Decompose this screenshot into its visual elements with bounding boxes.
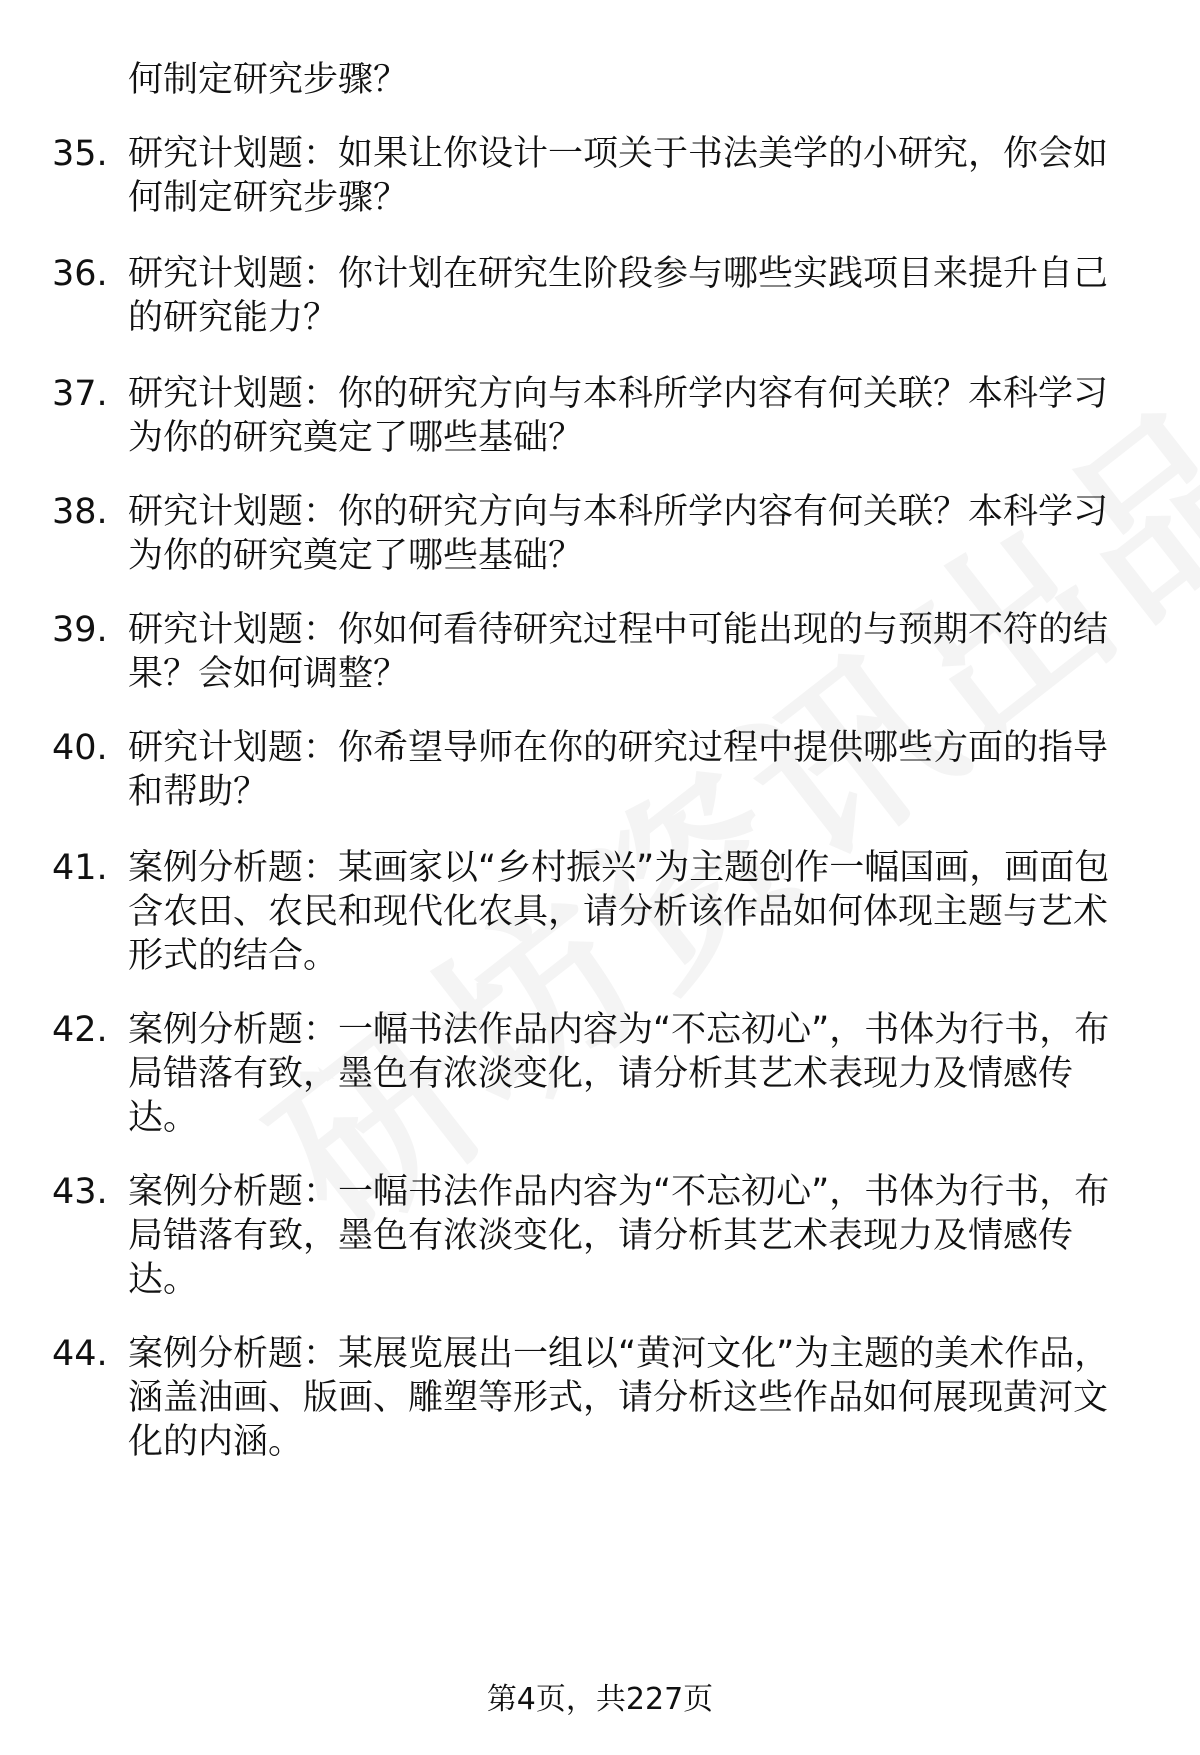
question-number: 35.: [52, 134, 108, 174]
question-text: 案例分析题：一幅书法作品内容为“不忘初心”，书体为行书，布局错落有致，墨色有浓淡变化，请分析其艺术表现力及情感传达。: [128, 1172, 1110, 1300]
question-number: 36.: [52, 254, 108, 294]
question-number: 44.: [52, 1334, 108, 1374]
question-text: 研究计划题：你的研究方向与本科所学内容有何关联？本科学习为你的研究奠定了哪些基础？: [128, 492, 1109, 576]
question-number: 43.: [52, 1172, 108, 1212]
question-number: 42.: [52, 1010, 108, 1050]
question-number: 38.: [52, 492, 108, 532]
question-text: 研究计划题：如果让你设计一项关于书法美学的小研究，你会如何制定研究步骤？: [128, 134, 1109, 218]
question-text: 研究计划题：你的研究方向与本科所学内容有何关联？本科学习为你的研究奠定了哪些基础？: [128, 374, 1109, 458]
question-text: 案例分析题：某画家以“乡村振兴”为主题创作一幅国画，画面包含农田、农民和现代化农具，请分析该作品如何体现主题与艺术形式的结合。: [128, 848, 1110, 976]
question-text: 案例分析题：一幅书法作品内容为“不忘初心”，书体为行书，布局错落有致，墨色有浓淡变化，请分析其艺术表现力及情感传达。: [128, 1010, 1110, 1138]
question-text: 研究计划题：你希望导师在你的研究过程中提供哪些方面的指导和帮助？: [128, 728, 1109, 812]
question-number: 40.: [52, 728, 108, 768]
question-number: 37.: [52, 374, 108, 414]
page-footer: 第4页，共227页: [486, 1682, 714, 1717]
continued-question-fragment: 何制定研究步骤？: [128, 60, 409, 100]
question-text: 研究计划题：你计划在研究生阶段参与哪些实践项目来提升自己的研究能力？: [128, 254, 1109, 338]
question-text: 研究计划题：你如何看待研究过程中可能出现的与预期不符的结果？会如何调整？: [128, 610, 1109, 694]
question-number: 41.: [52, 848, 108, 888]
question-text: 案例分析题：某展览展出一组以“黄河文化”为主题的美术作品，涵盖油画、版画、雕塑等形式，请分析这些作品如何展现黄河文化的内涵。: [128, 1334, 1110, 1462]
question-number: 39.: [52, 610, 108, 650]
